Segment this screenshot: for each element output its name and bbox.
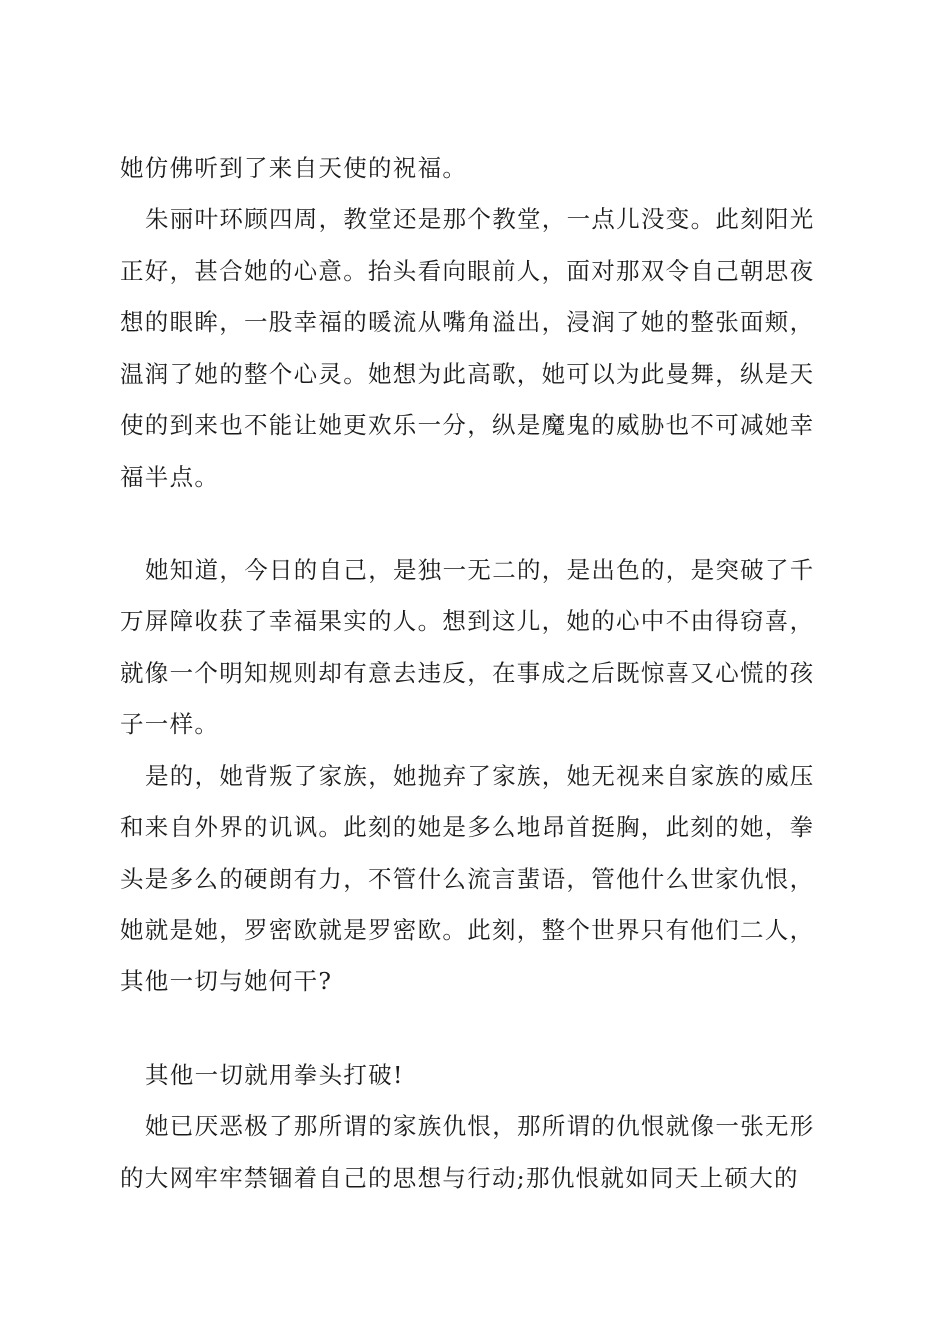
text-line: 朱丽叶环顾四周，教堂还是那个教堂，一点儿没变。此刻阳光 [145, 205, 815, 233]
text-line: 其他一切就用拳头打破! [145, 1061, 404, 1089]
text-line: 她知道，今日的自己，是独一无二的，是出色的，是突破了千 [145, 556, 815, 584]
text-line: 正好，甚合她的心意。抬头看向眼前人，面对那双令自己朝思夜 [120, 257, 815, 285]
text-line: 温润了她的整个心灵。她想为此高歌，她可以为此曼舞，纵是天 [120, 360, 815, 388]
text-line: 想的眼眸，一股幸福的暖流从嘴角溢出，浸润了她的整张面颊， [120, 308, 815, 336]
text-line: 的大网牢牢禁锢着自己的思想与行动;那仇恨就如同天上硕大的 [120, 1164, 799, 1192]
text-line: 她仿佛听到了来自天使的祝福。 [120, 154, 468, 182]
text-line: 和来自外界的讥讽。此刻的她是多么地昂首挺胸，此刻的她，拳 [120, 813, 815, 841]
text-line: 万屏障收获了幸福果实的人。想到这儿，她的心中不由得窃喜， [120, 607, 815, 635]
text-line: 她已厌恶极了那所谓的家族仇恨，那所谓的仇恨就像一张无形 [145, 1112, 815, 1140]
text-line: 是的，她背叛了家族，她抛弃了家族，她无视来自家族的威压 [145, 762, 815, 790]
text-line: 其他一切与她何干? [120, 967, 333, 995]
text-line: 福半点。 [120, 463, 220, 491]
text-line: 就像一个明知规则却有意去违反，在事成之后既惊喜又心慌的孩 [120, 659, 815, 687]
text-line: 她就是她，罗密欧就是罗密欧。此刻，整个世界只有他们二人， [120, 916, 815, 944]
text-line: 头是多么的硬朗有力，不管什么流言蜚语，管他什么世家仇恨， [120, 865, 815, 893]
text-line: 使的到来也不能让她更欢乐一分，纵是魔鬼的威胁也不可减她幸 [120, 411, 815, 439]
text-line: 子一样。 [120, 710, 220, 738]
